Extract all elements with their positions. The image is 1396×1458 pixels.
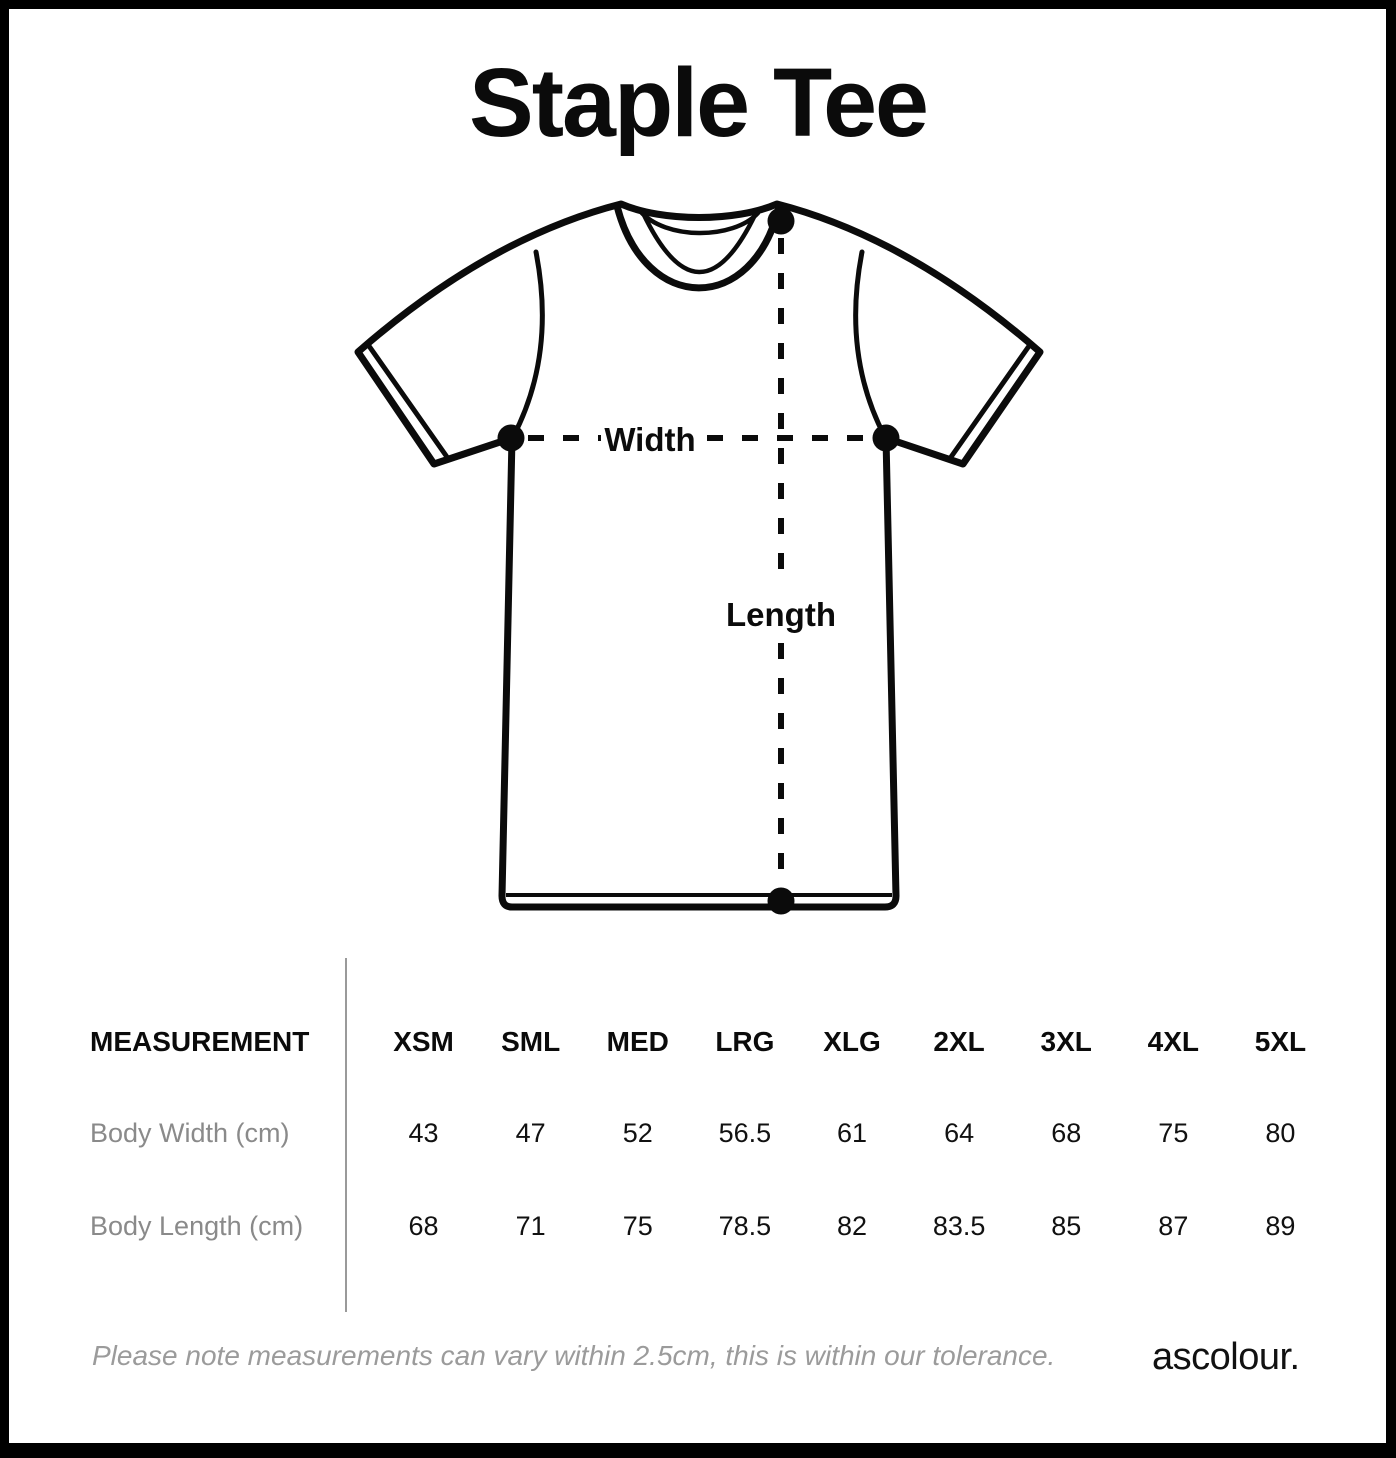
value-cell: 78.5 — [718, 1211, 772, 1241]
value-cell: 61 — [836, 1118, 868, 1148]
size-header-xlg: XLG — [823, 1026, 881, 1057]
value-cell: 47 — [515, 1118, 546, 1148]
tshirt-diagram — [330, 185, 1070, 925]
size-header-lrg: LRG — [715, 1026, 775, 1057]
length-label: Length — [726, 596, 836, 633]
value-cell: 75 — [622, 1211, 653, 1241]
value-cell: 68 — [1051, 1118, 1082, 1148]
value-cell: 71 — [515, 1211, 546, 1241]
value-cell: 68 — [408, 1211, 439, 1241]
size-header-med: MED — [606, 1026, 669, 1057]
value-cell: 82 — [836, 1211, 868, 1241]
value-cell: 64 — [944, 1118, 975, 1148]
value-cell: 75 — [1158, 1118, 1189, 1148]
size-header-2xl: 2XL — [933, 1026, 985, 1057]
value-cell: 43 — [408, 1118, 439, 1148]
brand-logo: ascolour. — [1152, 1336, 1300, 1378]
value-cell: 80 — [1265, 1118, 1296, 1148]
size-header-xsm: XSM — [393, 1026, 454, 1057]
value-cell: 89 — [1265, 1211, 1296, 1241]
row-label: Body Length (cm) — [90, 1211, 304, 1241]
size-header-3xl: 3XL — [1040, 1026, 1092, 1057]
body-width-row — [90, 1116, 1334, 1150]
value-cell: 85 — [1051, 1211, 1082, 1241]
value-cell: 52 — [622, 1118, 653, 1148]
size-header-4xl: 4XL — [1147, 1026, 1199, 1057]
size-header-5xl: 5XL — [1254, 1026, 1307, 1057]
width-label: Width — [604, 421, 696, 458]
value-cell: 83.5 — [932, 1211, 986, 1241]
body-length-row — [90, 1209, 1334, 1243]
value-cell: 87 — [1158, 1211, 1189, 1241]
tolerance-note: Please note measurements can vary within 2.5cm, this is within our tolerance. — [92, 1340, 1056, 1371]
table-header-row — [90, 1025, 1334, 1059]
row-label: Body Width (cm) — [90, 1118, 290, 1148]
product-title: Staple Tee — [469, 48, 927, 157]
value-cell: 56.5 — [718, 1118, 772, 1148]
measurement-header: MEASUREMENT — [90, 1026, 310, 1057]
size-header-sml: SML — [501, 1026, 561, 1057]
tshirt-outline — [358, 204, 1040, 907]
